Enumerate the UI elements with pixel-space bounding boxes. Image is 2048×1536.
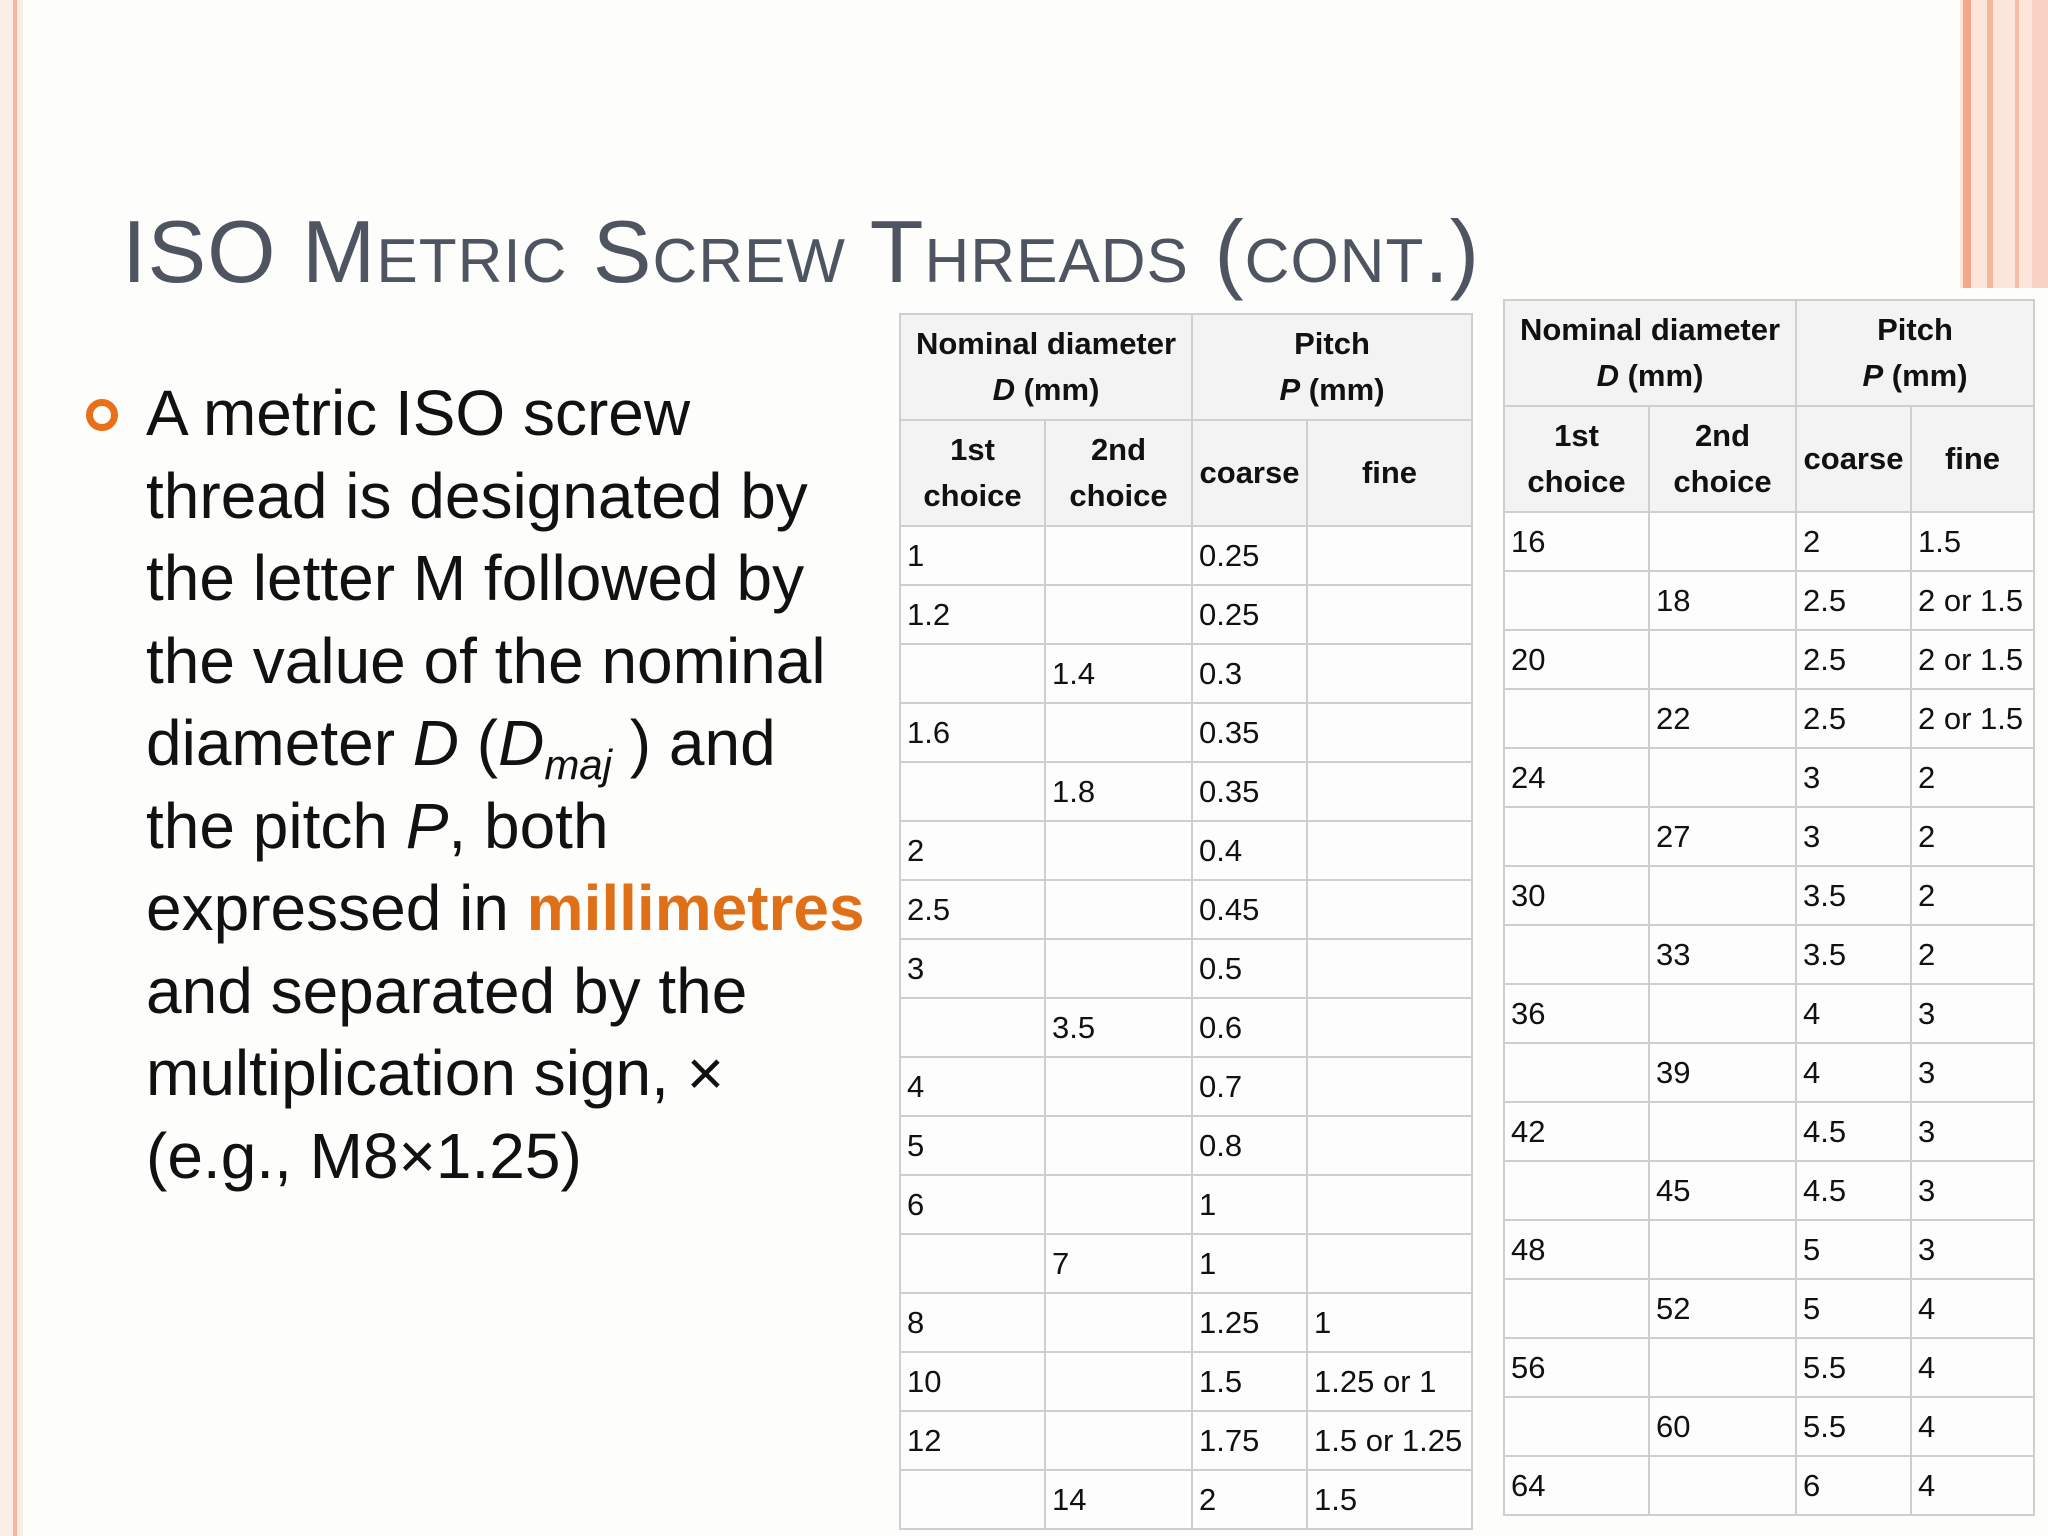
- cell-coarse: 0.45: [1192, 880, 1307, 939]
- table-row: [1504, 689, 2034, 748]
- cell-2nd-choice: [1045, 1116, 1192, 1175]
- bullet-text-part: A metric ISO screw thread is designated by the letter M followed by the value of the nominal diameter: [146, 377, 826, 779]
- table-row: [1504, 630, 2034, 689]
- table-row: [1504, 925, 2034, 984]
- cell-fine: [1307, 526, 1472, 585]
- cell-coarse: 0.35: [1192, 703, 1307, 762]
- decor-bar: [2015, 0, 2019, 288]
- cell-fine: [1307, 998, 1472, 1057]
- cell-2nd-choice: 18: [1649, 571, 1796, 630]
- cell-1st-choice: [900, 644, 1045, 703]
- cell-fine: 3: [1911, 1102, 2034, 1161]
- cell-coarse: 0.25: [1192, 526, 1307, 585]
- header-1st-choice: 1st choice: [900, 420, 1045, 526]
- cell-2nd-choice: 60: [1649, 1397, 1796, 1456]
- cell-1st-choice: [1504, 689, 1649, 748]
- cell-2nd-choice: 45: [1649, 1161, 1796, 1220]
- cell-1st-choice: [1504, 1397, 1649, 1456]
- cell-1st-choice: 8: [900, 1293, 1045, 1352]
- cell-1st-choice: 2: [900, 821, 1045, 880]
- cell-2nd-choice: [1649, 1338, 1796, 1397]
- cell-fine: 3: [1911, 1220, 2034, 1279]
- table-row: [900, 939, 1472, 998]
- cell-coarse: 0.35: [1192, 762, 1307, 821]
- cell-fine: 1.25 or 1: [1307, 1352, 1472, 1411]
- table-row: [1504, 1338, 2034, 1397]
- cell-2nd-choice: 1.4: [1045, 644, 1192, 703]
- cell-fine: 3: [1911, 1043, 2034, 1102]
- left-decor-line: [13, 0, 17, 1536]
- cell-fine: 2 or 1.5: [1911, 689, 2034, 748]
- bullet-text-part: (: [459, 707, 499, 779]
- cell-1st-choice: 5: [900, 1116, 1045, 1175]
- cell-fine: [1307, 821, 1472, 880]
- cell-coarse: 4.5: [1796, 1102, 1911, 1161]
- table-row: [900, 998, 1472, 1057]
- cell-fine: 1.5: [1911, 512, 2034, 571]
- subscript-maj: maj: [544, 741, 612, 788]
- cell-1st-choice: [900, 762, 1045, 821]
- header-coarse: coarse: [1192, 420, 1307, 526]
- cell-fine: 2: [1911, 925, 2034, 984]
- cell-1st-choice: 48: [1504, 1220, 1649, 1279]
- cell-coarse: 3: [1796, 807, 1911, 866]
- cell-coarse: 3: [1796, 748, 1911, 807]
- cell-1st-choice: 4: [900, 1057, 1045, 1116]
- cell-2nd-choice: 3.5: [1045, 998, 1192, 1057]
- table-row: [900, 1175, 1472, 1234]
- cell-coarse: 1.75: [1192, 1411, 1307, 1470]
- cell-fine: 2: [1911, 748, 2034, 807]
- cell-2nd-choice: [1045, 585, 1192, 644]
- cell-2nd-choice: [1045, 1057, 1192, 1116]
- cell-2nd-choice: 14: [1045, 1470, 1192, 1529]
- cell-fine: [1307, 1057, 1472, 1116]
- header-2nd-choice: 2nd choice: [1045, 420, 1192, 526]
- header-pitch: [1192, 314, 1472, 420]
- cell-1st-choice: 56: [1504, 1338, 1649, 1397]
- cell-coarse: 5.5: [1796, 1338, 1911, 1397]
- cell-fine: [1307, 880, 1472, 939]
- cell-coarse: 2.5: [1796, 689, 1911, 748]
- header-pitch-symbol: P: [1862, 358, 1884, 393]
- table-row: [900, 1411, 1472, 1470]
- cell-1st-choice: 30: [1504, 866, 1649, 925]
- cell-coarse: 0.5: [1192, 939, 1307, 998]
- table-row: [1504, 1456, 2034, 1515]
- cell-coarse: 5: [1796, 1220, 1911, 1279]
- header-nominal-label: Nominal diameter: [1519, 312, 1781, 347]
- table-row: [1504, 1043, 2034, 1102]
- table-row: [900, 1234, 1472, 1293]
- cell-1st-choice: [900, 1470, 1045, 1529]
- cell-2nd-choice: [1045, 1293, 1192, 1352]
- bullet-text-part: ) and the pitch: [146, 707, 776, 862]
- table-row: [900, 1057, 1472, 1116]
- cell-fine: 1: [1307, 1293, 1472, 1352]
- table-row: [1504, 1102, 2034, 1161]
- cell-2nd-choice: [1045, 526, 1192, 585]
- cell-fine: [1307, 644, 1472, 703]
- cell-2nd-choice: 39: [1649, 1043, 1796, 1102]
- cell-2nd-choice: 1.8: [1045, 762, 1192, 821]
- cell-2nd-choice: 22: [1649, 689, 1796, 748]
- cell-2nd-choice: [1649, 748, 1796, 807]
- millimetres-highlight: millimetres: [526, 872, 865, 944]
- table-row: [900, 1293, 1472, 1352]
- cell-1st-choice: 24: [1504, 748, 1649, 807]
- table-row: [900, 585, 1472, 644]
- table-row: [1504, 748, 2034, 807]
- cell-2nd-choice: 33: [1649, 925, 1796, 984]
- left-decor-stripe: [0, 0, 23, 1536]
- thread-table-left: [899, 313, 1473, 1530]
- cell-coarse: 0.3: [1192, 644, 1307, 703]
- decor-bar: [1987, 0, 1993, 288]
- table-row: [1504, 1397, 2034, 1456]
- header-pitch-symbol: P: [1279, 372, 1301, 407]
- cell-fine: 4: [1911, 1456, 2034, 1515]
- cell-1st-choice: [1504, 925, 1649, 984]
- table-row: [1504, 1161, 2034, 1220]
- cell-2nd-choice: [1045, 1352, 1192, 1411]
- cell-coarse: 4: [1796, 984, 1911, 1043]
- table-row: [1504, 866, 2034, 925]
- cell-coarse: 4: [1796, 1043, 1911, 1102]
- cell-1st-choice: [1504, 571, 1649, 630]
- cell-coarse: 0.4: [1192, 821, 1307, 880]
- cell-1st-choice: [1504, 1161, 1649, 1220]
- cell-2nd-choice: [1649, 630, 1796, 689]
- table-row: [900, 1470, 1472, 1529]
- table-row: [900, 703, 1472, 762]
- cell-1st-choice: [1504, 1279, 1649, 1338]
- symbol-p: P: [405, 789, 449, 862]
- right-decor-stripes: [1960, 0, 2048, 288]
- table-body-left: [900, 526, 1472, 1529]
- cell-fine: 4: [1911, 1397, 2034, 1456]
- cell-coarse: 0.25: [1192, 585, 1307, 644]
- cell-fine: 1.5 or 1.25: [1307, 1411, 1472, 1470]
- cell-fine: 4: [1911, 1338, 2034, 1397]
- decor-bar: [2032, 0, 2048, 288]
- cell-fine: 2 or 1.5: [1911, 630, 2034, 689]
- cell-coarse: 1: [1192, 1234, 1307, 1293]
- cell-1st-choice: 6: [900, 1175, 1045, 1234]
- cell-2nd-choice: [1045, 939, 1192, 998]
- header-nominal-unit: (mm): [1015, 372, 1100, 407]
- cell-1st-choice: 10: [900, 1352, 1045, 1411]
- cell-fine: [1307, 703, 1472, 762]
- cell-2nd-choice: [1045, 1175, 1192, 1234]
- cell-2nd-choice: [1045, 880, 1192, 939]
- cell-1st-choice: [900, 1234, 1045, 1293]
- header-fine: fine: [1307, 420, 1472, 526]
- header-pitch: [1796, 300, 2034, 406]
- cell-2nd-choice: [1649, 866, 1796, 925]
- cell-1st-choice: 1.2: [900, 585, 1045, 644]
- header-nominal-symbol: D: [992, 372, 1015, 407]
- cell-fine: 2 or 1.5: [1911, 571, 2034, 630]
- cell-1st-choice: [1504, 807, 1649, 866]
- cell-2nd-choice: [1045, 821, 1192, 880]
- cell-2nd-choice: [1649, 984, 1796, 1043]
- header-fine: fine: [1911, 406, 2034, 512]
- table-row: [900, 1352, 1472, 1411]
- header-nominal-label: Nominal diameter: [915, 326, 1177, 361]
- header-2nd-choice: 2nd choice: [1649, 406, 1796, 512]
- cell-coarse: 6: [1796, 1456, 1911, 1515]
- bullet-text-part: and separated by the multiplication sign, × (e.g., M8×1.25): [146, 954, 748, 1192]
- cell-1st-choice: [900, 998, 1045, 1057]
- cell-fine: [1307, 939, 1472, 998]
- header-nominal-diameter: [1504, 300, 1796, 406]
- cell-fine: 2: [1911, 807, 2034, 866]
- table-row: [900, 1116, 1472, 1175]
- cell-coarse: 5: [1796, 1279, 1911, 1338]
- header-coarse: coarse: [1796, 406, 1911, 512]
- symbol-d: D: [412, 707, 459, 779]
- cell-1st-choice: 64: [1504, 1456, 1649, 1515]
- table-row: [900, 880, 1472, 939]
- table-row: [1504, 1220, 2034, 1279]
- cell-fine: [1307, 762, 1472, 821]
- cell-coarse: 0.8: [1192, 1116, 1307, 1175]
- cell-coarse: 1.25: [1192, 1293, 1307, 1352]
- cell-1st-choice: 2.5: [900, 880, 1045, 939]
- cell-1st-choice: 42: [1504, 1102, 1649, 1161]
- table-row: [1504, 512, 2034, 571]
- cell-fine: [1307, 1116, 1472, 1175]
- header-pitch-label: Pitch: [1877, 312, 1953, 347]
- cell-2nd-choice: [1045, 703, 1192, 762]
- table-row: [1504, 984, 2034, 1043]
- symbol-d-maj: D: [498, 707, 545, 779]
- cell-1st-choice: 16: [1504, 512, 1649, 571]
- header-pitch-unit: (mm): [1883, 358, 1968, 393]
- cell-2nd-choice: [1649, 1102, 1796, 1161]
- cell-fine: [1307, 585, 1472, 644]
- cell-coarse: 1.5: [1192, 1352, 1307, 1411]
- cell-coarse: 2.5: [1796, 571, 1911, 630]
- table-body-right: [1504, 512, 2034, 1515]
- cell-1st-choice: 1: [900, 526, 1045, 585]
- table-row: [900, 644, 1472, 703]
- cell-fine: 1.5: [1307, 1470, 1472, 1529]
- table-row: [1504, 1279, 2034, 1338]
- thread-table-right: [1503, 299, 2035, 1516]
- table-row: [1504, 571, 2034, 630]
- cell-fine: [1307, 1234, 1472, 1293]
- cell-2nd-choice: [1649, 1456, 1796, 1515]
- decor-bar: [1963, 0, 1971, 288]
- cell-1st-choice: 1.6: [900, 703, 1045, 762]
- cell-1st-choice: [1504, 1043, 1649, 1102]
- slide-title: ISO Metric Screw Threads (cont.): [122, 202, 1481, 301]
- header-nominal-symbol: D: [1596, 358, 1619, 393]
- cell-coarse: 4.5: [1796, 1161, 1911, 1220]
- cell-1st-choice: 20: [1504, 630, 1649, 689]
- table-row: [900, 821, 1472, 880]
- cell-1st-choice: 3: [900, 939, 1045, 998]
- cell-fine: 2: [1911, 866, 2034, 925]
- cell-fine: 3: [1911, 1161, 2034, 1220]
- cell-2nd-choice: 27: [1649, 807, 1796, 866]
- cell-fine: 3: [1911, 984, 2034, 1043]
- cell-2nd-choice: [1649, 1220, 1796, 1279]
- cell-coarse: 3.5: [1796, 925, 1911, 984]
- bullet-text-part: , both expressed in: [146, 789, 609, 944]
- header-nominal-unit: (mm): [1619, 358, 1704, 393]
- header-pitch-unit: (mm): [1300, 372, 1385, 407]
- bullet-ring-icon: [86, 399, 118, 431]
- cell-2nd-choice: 7: [1045, 1234, 1192, 1293]
- cell-2nd-choice: 52: [1649, 1279, 1796, 1338]
- cell-2nd-choice: [1649, 512, 1796, 571]
- cell-fine: 4: [1911, 1279, 2034, 1338]
- table-row: [900, 526, 1472, 585]
- cell-coarse: 1: [1192, 1175, 1307, 1234]
- cell-1st-choice: 12: [900, 1411, 1045, 1470]
- cell-coarse: 3.5: [1796, 866, 1911, 925]
- cell-1st-choice: 36: [1504, 984, 1649, 1043]
- table-row: [900, 762, 1472, 821]
- table-row: [1504, 807, 2034, 866]
- cell-coarse: 0.6: [1192, 998, 1307, 1057]
- header-1st-choice: 1st choice: [1504, 406, 1649, 512]
- cell-fine: [1307, 1175, 1472, 1234]
- cell-2nd-choice: [1045, 1411, 1192, 1470]
- cell-coarse: 2: [1796, 512, 1911, 571]
- cell-coarse: 0.7: [1192, 1057, 1307, 1116]
- cell-coarse: 2: [1192, 1470, 1307, 1529]
- header-nominal-diameter: [900, 314, 1192, 420]
- cell-coarse: 5.5: [1796, 1397, 1911, 1456]
- header-pitch-label: Pitch: [1294, 326, 1370, 361]
- bullet-text: [146, 372, 866, 1197]
- cell-coarse: 2.5: [1796, 630, 1911, 689]
